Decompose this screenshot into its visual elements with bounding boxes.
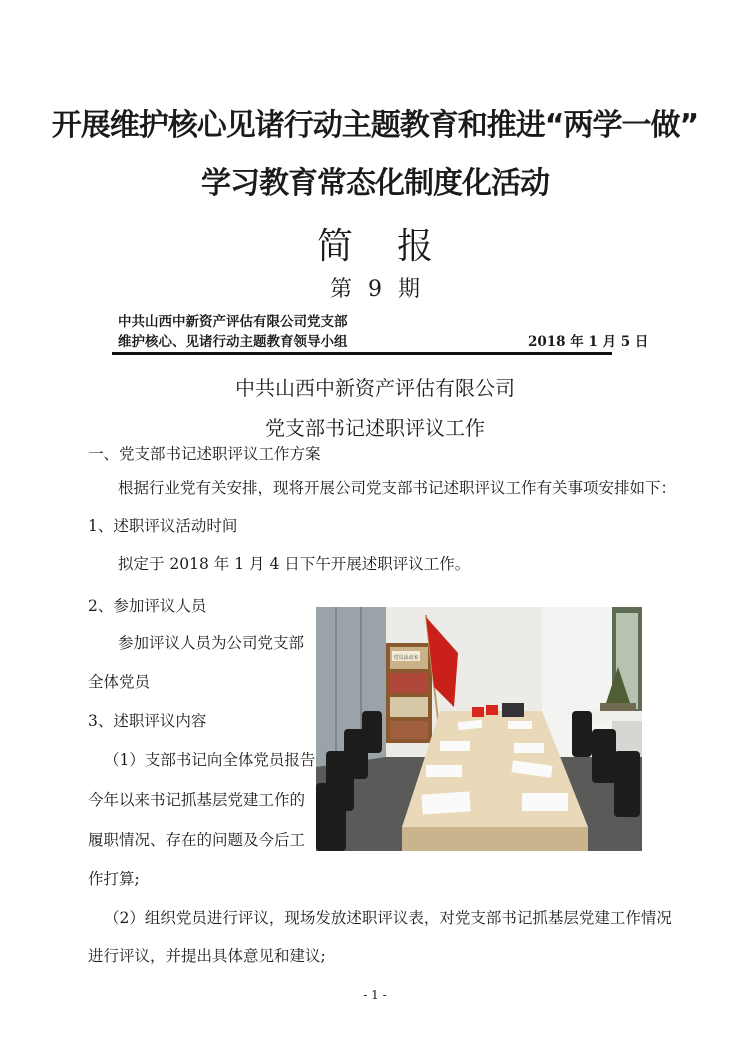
intro-paragraph: 根据行业党有关安排，现将开展公司党支部书记述职评议工作有关事项安排如下： <box>118 479 677 497</box>
bulletin-label: 简报 <box>316 226 477 267</box>
item3-paragraph1-line3: 履职情况、存在的问题及今后工 <box>88 831 306 849</box>
issuing-org-line2: 维护核心、见诸行动主题教育领导小组 <box>118 334 348 350</box>
issue-number <box>0 272 750 303</box>
item3-paragraph1-line2: 今年以来书记抓基层党建工作的 <box>88 791 306 809</box>
item3-title: 3、述职评议内容 <box>88 712 207 730</box>
item2-body-line1: 参加评议人员为公司党支部 <box>118 634 305 652</box>
header-divider <box>112 352 612 355</box>
issue-value: 9 <box>368 277 382 302</box>
document-title-line1: 开展维护核心见诸行动主题教育和推进“两学一做” <box>51 108 699 143</box>
issuing-org-line1: 中共山西中新资产评估有限公司党支部 <box>118 314 348 330</box>
issue-prefix: 第 <box>329 277 352 302</box>
item3-paragraph2-line2: 进行评议，并提出具体意见和建议; <box>88 947 326 965</box>
wall-sign-text: 党员活动室 <box>393 655 419 661</box>
item2-title: 2、参加评议人员 <box>88 597 207 615</box>
issue-suffix: 期 <box>398 277 421 302</box>
item3-paragraph2-line1: （2）组织党员进行评议，现场发放述职评议表，对党支部书记抓基层党建工作情况 <box>104 909 672 927</box>
article-heading-line1: 中共山西中新资产评估有限公司 <box>235 376 515 400</box>
item1-body: 拟定于 2018 年 1 月 4 日下午开展述职评议工作。 <box>118 555 471 573</box>
issue-date: 2018 年 1 月 5 日 <box>528 334 649 350</box>
page-number: - 1 - <box>363 988 387 1002</box>
meeting-room-photo <box>316 607 642 851</box>
section-heading: 一、党支部书记述职评议工作方案 <box>88 445 321 463</box>
item1-title: 1、述职评议活动时间 <box>88 517 238 535</box>
item3-paragraph1-line4: 作打算; <box>88 870 140 888</box>
item3-paragraph1-line1: （1）支部书记向全体党员报告 <box>104 751 316 769</box>
document-title-line2: 学习教育常态化制度化活动 <box>201 166 549 201</box>
article-heading-line2: 党支部书记述职评议工作 <box>265 416 485 440</box>
item2-body-line2: 全体党员 <box>88 673 151 691</box>
